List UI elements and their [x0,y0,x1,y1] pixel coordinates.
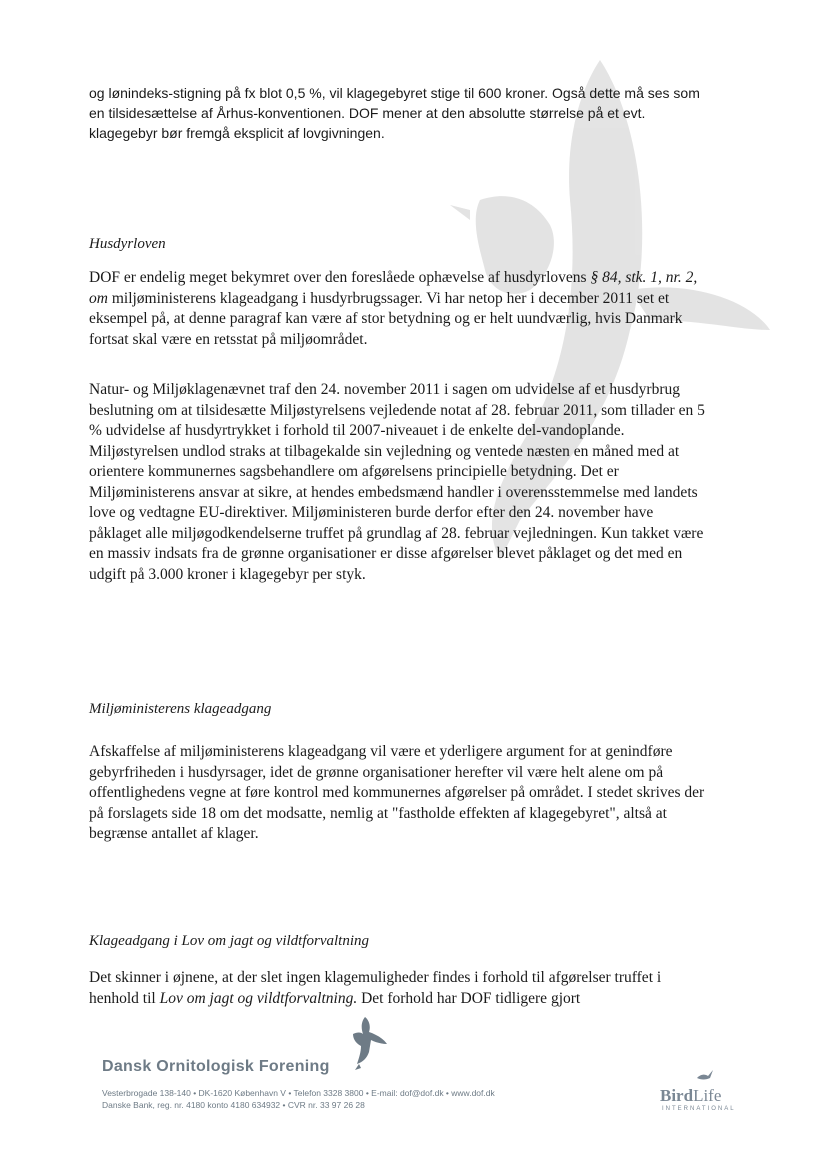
paragraph-klagegebyr-continuation: og lønindeks-stigning på fx blot 0,5 %, vil klagegebyret stige til 600 kroner. Også dette må ses som en tilsidesættelse af Århus-konventionen. DOF mener at den absolutte størrelse på et evt. klagegebyr bør fremgå eksplicit af lovgivningen. [89,85,700,141]
paragraph-citation: Lov om jagt og vildtforvaltning. [159,989,358,1007]
paragraph-text: DOF er endelig meget bekymret over den foreslåede ophævelse af husdyrlovens [89,269,591,286]
footer-organization-name: Dansk Ornitologisk Forening [102,1058,330,1075]
dof-bird-logo-icon [345,1012,395,1072]
heading-miljoeministerens-klageadgang: Miljøministerens klageadgang [89,701,272,717]
footer-bank-line: Danske Bank, reg. nr. 4180 konto 4180 634932 • CVR nr. 33 97 26 28 [102,1100,365,1110]
paragraph-text: miljøministerens klageadgang i husdyrbrugssager. Vi har netop her i december 2011 set et eksempel på, at denne paragraf kan være af stor betydning og er helt uundværlig, hvis Danmark fortsat skal være en retsstat på miljøområdet. [89,289,683,348]
paragraph-text: Det forhold har DOF tidligere gjort [357,989,581,1007]
heading-husdyrloven: Husdyrloven [89,236,166,252]
birdlife-subtitle: INTERNATIONAL [662,1106,736,1112]
heading-klageadgang-jagt: Klageadgang i Lov om jagt og vildtforvaltning [89,933,369,949]
paragraph-text: Det skinner i øjnene, at der slet ingen klagemuligheder findes i forhold til afgørelser truffet i henhold til [89,969,662,1007]
paragraph-husdyrloven [89,268,709,350]
paragraph-natur-og-miljoeklagenaevnet: Natur- og Miljøklagenævnet traf den 24. november 2011 i sagen om udvidelse af et husdyrbrug beslutning om at tilsidesætte Miljøstyrelsens vejledende notat af 28. februar 2011, som tillader en 5 % udvidelse af husdyrtrykket i forhold til 2007-niveauet i de enkelte del-vandoplande. Miljøstyrelsen undlod straks at tilbagekalde sin vejledning og ventede næsten en måned med at orientere kommunernes sagsbehandlere om afgørelsens principielle betydning. Det er Miljøministerens ansvar at sikre, at hendes embedsmænd handler i overensstemmelse med landets love og vedtagne EU-direktiver. Miljøministeren burde derfor efter den 24. november have påklaget alle miljøgodkendelserne truffet på grundlag af 28. februar vejledningen. Kun takket være en massiv indsats fra de grønne organisationer er disse afgørelser blevet påklaget og det med en udgift på 3.000 kroner i klagegebyr per styk. [89,381,705,583]
paragraph-jagt-og-vildtforvaltning [89,968,709,1009]
birdlife-logo-icon [660,1068,740,1118]
paragraph-citation: § 84, stk. 1, nr. 2, om [89,269,698,307]
paragraph-afskaffelse: Afskaffelse af miljøministerens klageadgang vil være et yderligere argument for at genindføre gebyrfriheden i husdyrsager, idet de grønne organisationer herefter vil være helt alene om på offentlighedens vegne at føre kontrol med kommunernes afgørelser på området. I stedet skrives der på forslagets side 18 om det modsatte, nemlig at "fastholde effekten af klagegebyret", altså at begrænse antallet af klager. [89,743,705,842]
footer-address-line: Vesterbrogade 138-140 • DK-1620 København V • Telefon 3328 3800 • E-mail: dof@dof.dk • www.dof.dk [102,1088,495,1098]
birdlife-wordmark: BirdLife [660,1086,722,1105]
footer-address [102,1087,495,1111]
birdlife-bird-icon [696,1068,714,1084]
